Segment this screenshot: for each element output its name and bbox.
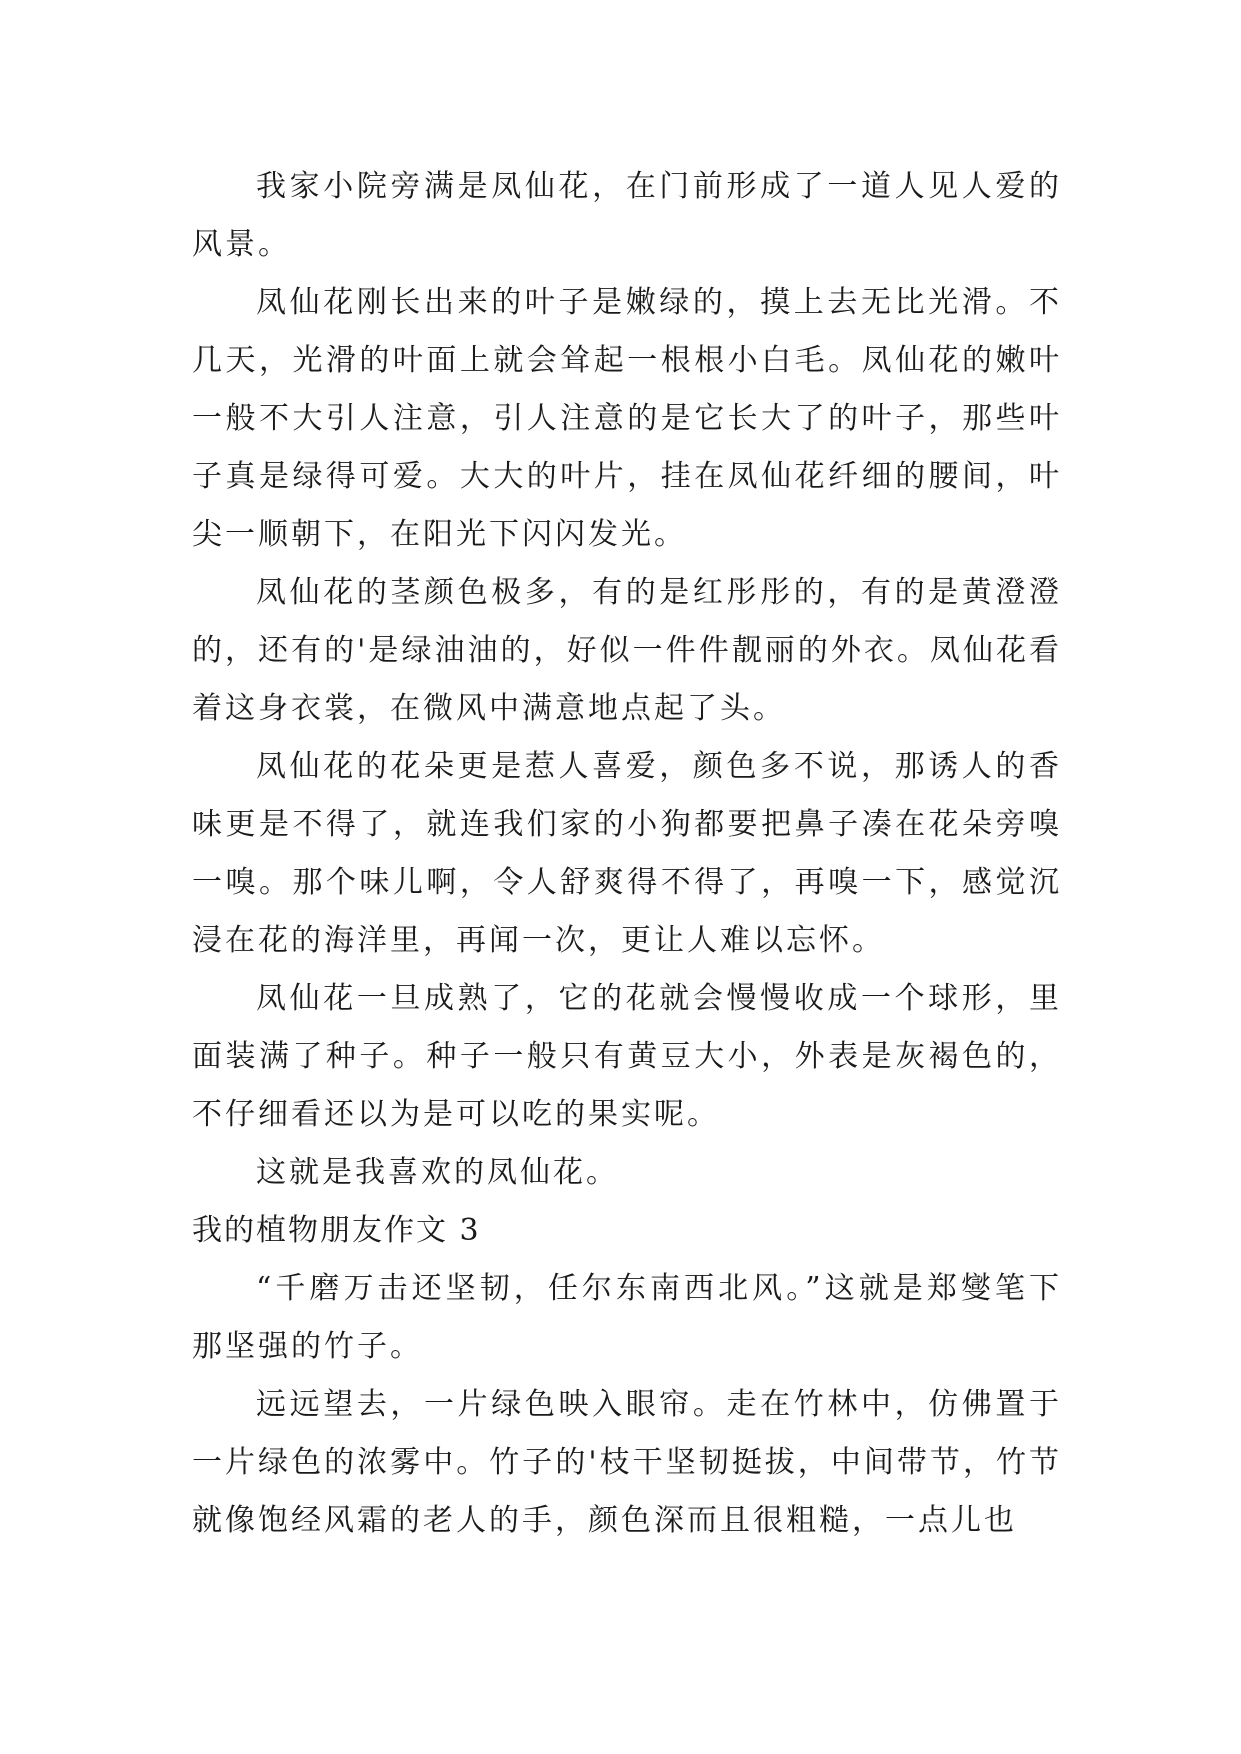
paragraph: 我家小院旁满是凤仙花，在门前形成了一道人见人爱的风景。 [192, 169, 1062, 262]
paragraph: 远远望去，一片绿色映入眼帘。走在竹林中，仿佛置于一片绿色的浓雾中。竹子的'枝干坚韧挺拔，中间带节，竹节就像饱经风霜的老人的手，颜色深而且很粗糙，一点儿也 [192, 1387, 1062, 1538]
paragraph: 这就是我喜欢的凤仙花。 [256, 1155, 619, 1190]
paragraph: “千磨万击还坚韧，任尔东南西北风。”这就是郑燮笔下那坚强的竹子。 [192, 1271, 1062, 1364]
paragraph: 凤仙花一旦成熟了，它的花就会慢慢收成一个球形，里面装满了种子。种子一般只有黄豆大小，外表是灰褐色的，不仔细看还以为是可以吃的果实呢。 [192, 981, 1062, 1132]
section-heading: 我的植物朋友作文 3 [192, 1213, 481, 1248]
document-body [192, 158, 1062, 1550]
paragraph: 凤仙花的茎颜色极多，有的是红彤彤的，有的是黄澄澄的，还有的'是绿油油的，好似一件件靓丽的外衣。凤仙花看着这身衣裳，在微风中满意地点起了头。 [192, 575, 1062, 726]
paragraph: 凤仙花的花朵更是惹人喜爱，颜色多不说，那诱人的香味更是不得了，就连我们家的小狗都要把鼻子凑在花朵旁嗅一嗅。那个味儿啊，令人舒爽得不得了，再嗅一下，感觉沉浸在花的海洋里，再闻一次，更让人难以忘怀。 [192, 749, 1062, 958]
paragraph: 凤仙花刚长出来的叶子是嫩绿的，摸上去无比光滑。不几天，光滑的叶面上就会耸起一根根小白毛。凤仙花的嫩叶一般不大引人注意，引人注意的是它长大了的叶子，那些叶子真是绿得可爱。大大的叶片，挂在凤仙花纤细的腰间，叶尖一顺朝下，在阳光下闪闪发光。 [192, 285, 1062, 552]
